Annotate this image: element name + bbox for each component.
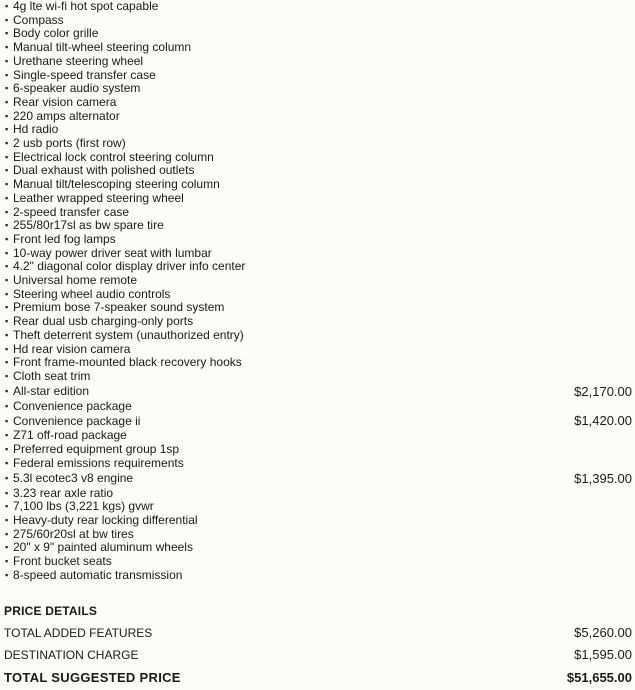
feature-item (5, 233, 633, 247)
bullet-icon: ▪ (5, 501, 9, 512)
bullet-icon: ▪ (5, 457, 9, 468)
feature-name: Convenience package ii (13, 413, 141, 428)
feature-name: Electrical lock control steering column (13, 149, 214, 164)
bullet-icon: ▪ (5, 444, 9, 455)
bullet-icon: ▪ (5, 69, 9, 80)
bullet-icon: ▪ (5, 96, 9, 107)
feature-price: $1,420.00 (574, 413, 632, 429)
bullet-icon: ▪ (5, 288, 9, 299)
feature-name: Convenience package (13, 398, 132, 413)
destination-charge-value: $1,595.00 (574, 647, 632, 662)
bullet-icon: ▪ (5, 275, 9, 286)
bullet-icon: ▪ (5, 415, 9, 426)
feature-name: Premium bose 7-speaker sound system (13, 300, 225, 315)
bullet-icon: ▪ (5, 357, 9, 368)
bullet-icon: ▪ (5, 28, 9, 39)
feature-item (5, 0, 633, 14)
feature-price: $2,170.00 (574, 383, 632, 399)
total-added-features-label: TOTAL ADDED FEATURES (4, 626, 153, 640)
bullet-icon: ▪ (5, 343, 9, 354)
feature-name: Front frame-mounted black recovery hooks (13, 355, 242, 370)
feature-item (5, 69, 633, 83)
bullet-icon: ▪ (5, 233, 9, 244)
feature-item (5, 192, 633, 206)
feature-name: Rear dual usb charging-only ports (13, 314, 194, 329)
feature-name: Leather wrapped steering wheel (13, 190, 184, 205)
feature-item (5, 260, 633, 274)
feature-name: Theft deterrent system (unauthorized entry) (13, 327, 244, 342)
feature-name: 4g lte wi-fi hot spot capable (13, 0, 159, 13)
feature-name: Body color grille (13, 26, 99, 41)
price-details-title: PRICE DETAILS (4, 604, 98, 618)
feature-item (5, 487, 633, 501)
feature-item (5, 82, 633, 96)
feature-name: Manual tilt-wheel steering column (13, 40, 192, 55)
feature-item (5, 541, 633, 555)
feature-item (5, 206, 633, 220)
feature-name: Heavy-duty rear locking differential (13, 512, 198, 527)
feature-name: 2 usb ports (first row) (13, 136, 126, 151)
feature-name: 4.2" diagonal color display driver info center (13, 259, 246, 274)
feature-name: Cloth seat trim (13, 368, 91, 383)
feature-item (5, 384, 633, 400)
bullet-icon: ▪ (5, 569, 9, 580)
bullet-icon: ▪ (5, 42, 9, 53)
feature-name: 255/80r17sl as bw spare tire (13, 218, 164, 233)
feature-name: Single-speed transfer case (13, 67, 156, 82)
feature-item (5, 288, 633, 302)
feature-item (5, 315, 633, 329)
feature-item (5, 413, 633, 429)
feature-name: 8-speed automatic transmission (13, 567, 183, 582)
total-added-features-row (4, 622, 633, 644)
feature-item (5, 110, 633, 124)
bullet-icon: ▪ (5, 55, 9, 66)
feature-item (5, 219, 633, 233)
feature-name: Front led fog lamps (13, 231, 116, 246)
feature-name: Manual tilt/telescoping steering column (13, 177, 220, 192)
bullet-icon: ▪ (5, 487, 9, 498)
bullet-icon: ▪ (5, 261, 9, 272)
feature-item (5, 55, 633, 69)
feature-item (5, 14, 633, 28)
feature-name: Hd radio (13, 122, 59, 137)
bullet-icon: ▪ (5, 192, 9, 203)
feature-name: 2-speed transfer case (13, 204, 130, 219)
feature-item (5, 247, 633, 261)
feature-item (5, 274, 633, 288)
bullet-icon: ▪ (5, 83, 9, 94)
feature-name: 3.23 rear axle ratio (13, 485, 114, 500)
feature-item (5, 457, 633, 471)
feature-item (5, 471, 633, 487)
feature-name: Federal emissions requirements (13, 455, 184, 470)
feature-item (5, 555, 633, 569)
feature-item (5, 500, 633, 514)
price-details (4, 600, 633, 690)
feature-item (5, 514, 633, 528)
bullet-icon: ▪ (5, 206, 9, 217)
bullet-icon: ▪ (5, 302, 9, 313)
feature-item (5, 96, 633, 110)
feature-item (5, 329, 633, 343)
feature-list (5, 0, 633, 582)
bullet-icon: ▪ (5, 430, 9, 441)
feature-item (5, 443, 633, 457)
bullet-icon: ▪ (5, 151, 9, 162)
feature-item (5, 429, 633, 443)
bullet-icon: ▪ (5, 472, 9, 483)
bullet-icon: ▪ (5, 528, 9, 539)
feature-name: Z71 off-road package (13, 428, 127, 443)
total-suggested-price-value: $51,655.00 (566, 670, 632, 685)
bullet-icon: ▪ (5, 400, 9, 411)
feature-name: 10-way power driver seat with lumbar (13, 245, 212, 260)
bullet-icon: ▪ (5, 514, 9, 525)
feature-name: Universal home remote (13, 273, 138, 288)
total-suggested-price-label: TOTAL SUGGESTED PRICE (4, 670, 181, 685)
feature-name: Compass (13, 12, 64, 27)
feature-name: Hd rear vision camera (13, 341, 131, 356)
feature-name: Urethane steering wheel (13, 53, 144, 68)
feature-name: 7,100 lbs (3,221 kgs) gvwr (13, 499, 154, 514)
feature-item (5, 569, 633, 583)
bullet-icon: ▪ (5, 110, 9, 121)
feature-name: Front bucket seats (13, 554, 112, 569)
destination-charge-row (4, 644, 633, 666)
feature-item (5, 164, 633, 178)
feature-item (5, 301, 633, 315)
feature-name: Rear vision camera (13, 94, 117, 109)
bullet-icon: ▪ (5, 138, 9, 149)
feature-item (5, 528, 633, 542)
bullet-icon: ▪ (5, 220, 9, 231)
feature-name: 275/60r20sl at bw tires (13, 526, 134, 541)
total-suggested-price-row (4, 666, 633, 690)
feature-item (5, 343, 633, 357)
bullet-icon: ▪ (5, 542, 9, 553)
feature-name: 220 amps alternator (13, 108, 120, 123)
feature-name: Preferred equipment group 1sp (13, 442, 180, 457)
bullet-icon: ▪ (5, 14, 9, 25)
feature-item (5, 27, 633, 41)
feature-name: Dual exhaust with polished outlets (13, 163, 195, 178)
bullet-icon: ▪ (5, 370, 9, 381)
total-added-features-value: $5,260.00 (574, 625, 632, 640)
bullet-icon: ▪ (5, 165, 9, 176)
feature-item (5, 370, 633, 384)
feature-name: Steering wheel audio controls (13, 286, 171, 301)
feature-item (5, 151, 633, 165)
feature-name: 20" x 9" painted aluminum wheels (13, 540, 193, 555)
feature-price: $1,395.00 (574, 470, 632, 486)
bullet-icon: ▪ (5, 329, 9, 340)
bullet-icon: ▪ (5, 556, 9, 567)
bullet-icon: ▪ (5, 385, 9, 396)
bullet-icon: ▪ (5, 247, 9, 258)
feature-name: All-star edition (13, 383, 90, 398)
feature-item (5, 137, 633, 151)
bullet-icon: ▪ (5, 179, 9, 190)
feature-item (5, 356, 633, 370)
feature-item (5, 400, 633, 414)
bullet-icon: ▪ (5, 1, 9, 11)
feature-item (5, 123, 633, 137)
destination-charge-label: DESTINATION CHARGE (4, 648, 139, 662)
feature-name: 6-speaker audio system (13, 81, 141, 96)
bullet-icon: ▪ (5, 124, 9, 135)
feature-name: 5.3l ecotec3 v8 engine (13, 470, 134, 485)
feature-item (5, 41, 633, 55)
bullet-icon: ▪ (5, 316, 9, 327)
feature-item (5, 178, 633, 192)
